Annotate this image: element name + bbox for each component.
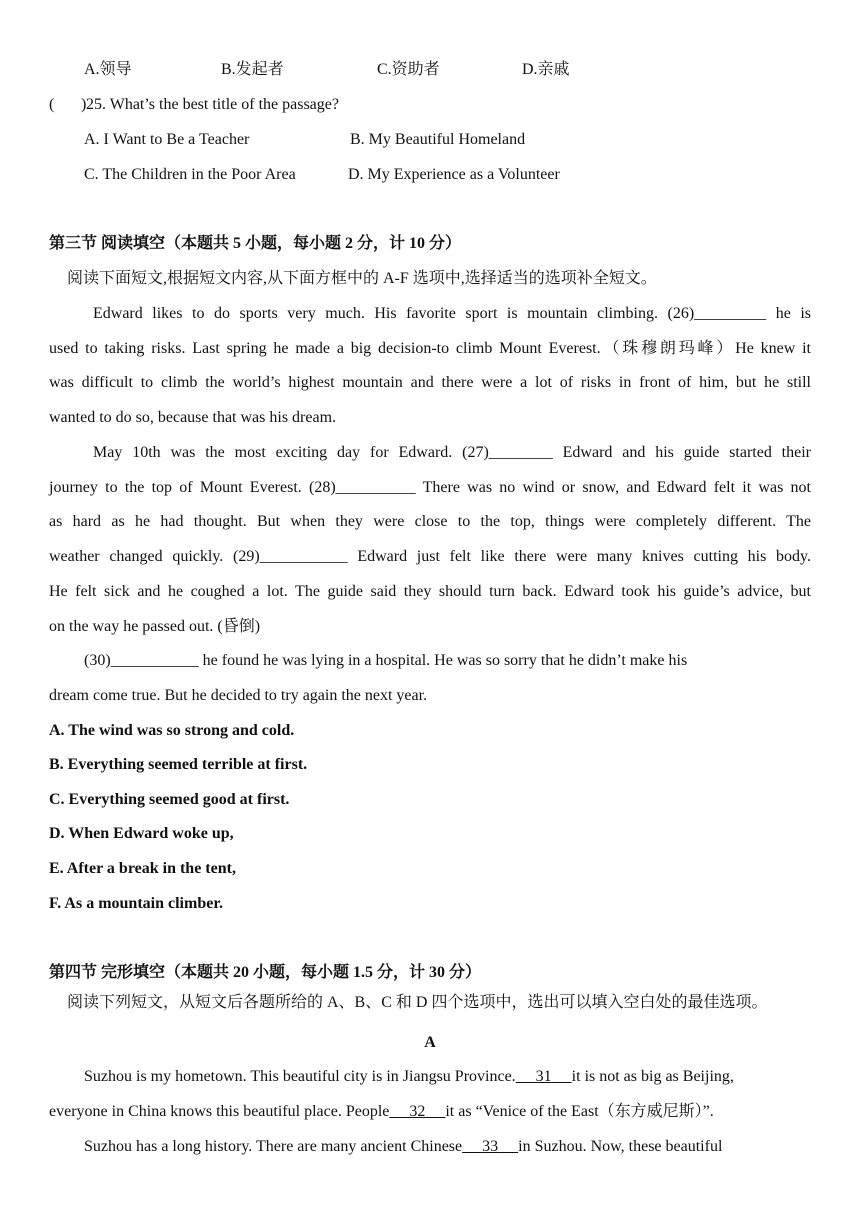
- cloze-text: in Suzhou. Now, these beautiful: [518, 1138, 723, 1155]
- q25-question: 25. What’s the best title of the passage?: [86, 96, 339, 113]
- passage-line: was difficult to climb the world’s highest mountain and there were a lot of risks in front of him, but he still: [49, 374, 811, 391]
- section4-instruction: 阅读下列短文，从短文后各题所给的 A、B、C 和 D 四个选项中，选出可以填入空白处的最佳选项。: [67, 994, 768, 1011]
- passage-line: He felt sick and he coughed a lot. The guide said they should turn back. Edward took his guide’s advice, but: [49, 583, 811, 600]
- cloze-text: everyone in China knows this beautiful place. People: [49, 1103, 390, 1120]
- cloze-line-2: [49, 1102, 714, 1122]
- passage-line: wanted to do so, because that was his dream.: [49, 409, 337, 426]
- q25-option-d: D. My Experience as a Volunteer: [348, 166, 560, 183]
- cloze-text: it is not as big as Beijing,: [571, 1068, 734, 1085]
- cloze-blank-32: 32: [409, 1103, 426, 1120]
- section3-heading: 第三节 阅读填空（本题共 5 小题，每小题 2 分，计 10 分）: [49, 235, 462, 252]
- passage-line: dream come true. But he decided to try again the next year.: [49, 687, 428, 704]
- passage-line: as hard as he had thought. But when they were close to the top, things were completely different. The: [49, 513, 811, 530]
- answer-option-a: A. The wind was so strong and cold.: [49, 722, 295, 739]
- passage-label: A: [424, 1034, 436, 1051]
- passage-line: Edward likes to do sports very much. His favorite sport is mountain climbing. (26)_________ he is: [93, 305, 811, 322]
- cloze-text: Suzhou has a long history. There are many ancient Chinese: [84, 1138, 463, 1155]
- passage-line: weather changed quickly. (29)___________ Edward just felt like there were many knives cutting his body.: [49, 548, 811, 565]
- q25-option-b: B. My Beautiful Homeland: [350, 131, 526, 148]
- cloze-text: it as “Venice of the East（东方威尼斯）”.: [445, 1103, 714, 1120]
- answer-option-c: C. Everything seemed good at first.: [49, 791, 290, 808]
- q24-option-d: D.亲戚: [522, 61, 570, 78]
- section3-instruction: 阅读下面短文,根据短文内容,从下面方框中的 A-F 选项中,选择适当的选项补全短文。: [67, 270, 657, 287]
- answer-option-f: F. As a mountain climber.: [49, 895, 223, 912]
- cloze-text: Suzhou is my hometown. This beautiful city is in Jiangsu Province.: [84, 1068, 516, 1085]
- answer-option-d: D. When Edward woke up,: [49, 825, 234, 842]
- passage-line: on the way he passed out. (昏倒): [49, 618, 261, 635]
- q24-option-b: B.发起者: [221, 61, 284, 78]
- cloze-line-1: [84, 1067, 734, 1087]
- passage-line: May 10th was the most exciting day for Edward. (27)________ Edward and his guide started their: [93, 444, 811, 461]
- q25-answer-paren-open: (: [49, 96, 55, 113]
- q25-answer-paren-close: ): [81, 96, 87, 113]
- answer-option-b: B. Everything seemed terrible at first.: [49, 756, 308, 773]
- q25-option-a: A. I Want to Be a Teacher: [84, 131, 250, 148]
- cloze-blank-31: 31: [535, 1068, 552, 1085]
- passage-line: journey to the top of Mount Everest. (28)__________ There was no wind or snow, and Edward felt it was not: [49, 479, 811, 496]
- section4-heading: 第四节 完形填空（本题共 20 小题，每小题 1.5 分，计 30 分）: [49, 964, 482, 981]
- passage-line: used to taking risks. Last spring he made a big decision-to climb Mount Everest.（珠穆朗玛峰）He knew it: [49, 340, 811, 357]
- passage-line: (30)___________ he found he was lying in a hospital. He was so sorry that he didn’t make his: [84, 652, 688, 669]
- cloze-blank-33: 33: [482, 1138, 499, 1155]
- answer-option-e: E. After a break in the tent,: [49, 860, 236, 877]
- q25-option-c: C. The Children in the Poor Area: [84, 166, 296, 183]
- cloze-line-3: [84, 1137, 722, 1157]
- q24-option-a: A.领导: [84, 61, 132, 78]
- q24-option-c: C.资助者: [377, 61, 440, 78]
